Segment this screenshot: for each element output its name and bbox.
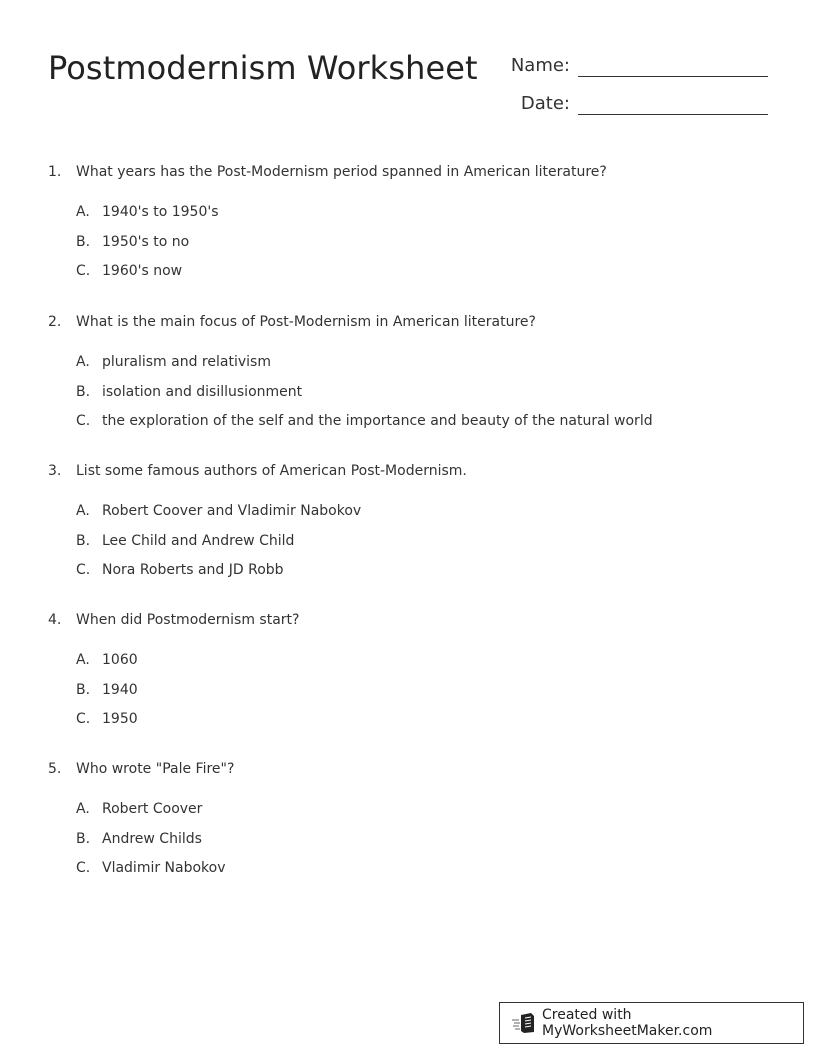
options [76,352,653,441]
option-text: Andrew Childs [102,830,202,847]
option-text: 1950 [102,711,138,727]
option-letter: A. [76,503,90,519]
date-blank-line[interactable] [578,92,768,115]
option-text: 1940 [102,681,138,698]
option-letter: A. [76,354,90,370]
option-c[interactable] [76,709,299,739]
worksheet-maker-logo-icon [512,1012,536,1034]
option-text: 1950's to no [102,233,190,250]
option-text: Robert Coover [102,801,203,817]
name-blank-line[interactable] [578,54,768,77]
page-title: Postmodernism Worksheet [48,49,478,87]
option-text: isolation and disillusionment [102,383,303,400]
option-c[interactable] [76,411,653,441]
option-letter: B. [76,383,91,400]
option-letter: C. [76,562,91,578]
option-letter: C. [76,413,91,429]
option-letter: A. [76,801,90,817]
question-number: 5. [48,761,62,777]
question-5 [48,757,234,888]
option-letter: A. [76,652,90,668]
question-number: 2. [48,314,62,330]
option-text: Nora Roberts and JD Robb [102,562,284,578]
date-label: Date: [520,93,570,114]
question-text: Who wrote "Pale Fire"? [76,761,235,777]
option-text: the exploration of the self and the importance and beauty of the natural world [102,413,653,429]
option-a[interactable] [76,501,467,531]
option-letter: B. [76,681,91,698]
option-letter: B. [76,830,91,847]
question-number: 3. [48,463,62,479]
options [76,650,299,739]
question-number: 4. [48,612,62,628]
option-a[interactable] [76,352,653,382]
question-text: When did Postmodernism start? [76,612,300,628]
option-text: Vladimir Nabokov [102,860,226,876]
option-text: Robert Coover and Vladimir Nabokov [102,503,362,519]
question-2 [48,310,653,441]
question-4 [48,608,299,739]
name-label: Name: [510,55,570,76]
option-b[interactable] [76,382,653,412]
question-1 [48,160,607,291]
option-text: pluralism and relativism [102,354,271,370]
option-text: 1940's to 1950's [102,204,219,220]
option-letter: C. [76,860,91,876]
footer-text: Created with MyWorksheetMaker.com [542,1007,713,1039]
question-text: List some famous authors of American Post-Modernism. [76,463,467,479]
option-a[interactable] [76,799,234,829]
question-text: What is the main focus of Post-Modernism in American literature? [76,314,536,330]
option-letter: B. [76,233,91,250]
option-letter: A. [76,204,90,220]
name-field [500,54,768,77]
option-letter: C. [76,263,91,279]
footer-credit[interactable] [499,1002,804,1044]
question-3 [48,459,467,590]
option-c[interactable] [76,858,234,888]
option-text: Lee Child and Andrew Child [102,532,295,549]
question-text: What years has the Post-Modernism period spanned in American literature? [76,164,607,180]
date-field [500,92,768,115]
options [76,501,467,590]
options [76,202,607,291]
option-a[interactable] [76,650,299,680]
option-b[interactable] [76,232,607,262]
question-number: 1. [48,164,62,180]
option-letter: C. [76,711,91,727]
option-c[interactable] [76,261,607,291]
option-b[interactable] [76,531,467,561]
option-c[interactable] [76,560,467,590]
option-text: 1960's now [102,263,183,279]
option-letter: B. [76,532,91,549]
option-a[interactable] [76,202,607,232]
options [76,799,234,888]
option-b[interactable] [76,829,234,859]
option-text: 1060 [102,652,138,668]
option-b[interactable] [76,680,299,710]
